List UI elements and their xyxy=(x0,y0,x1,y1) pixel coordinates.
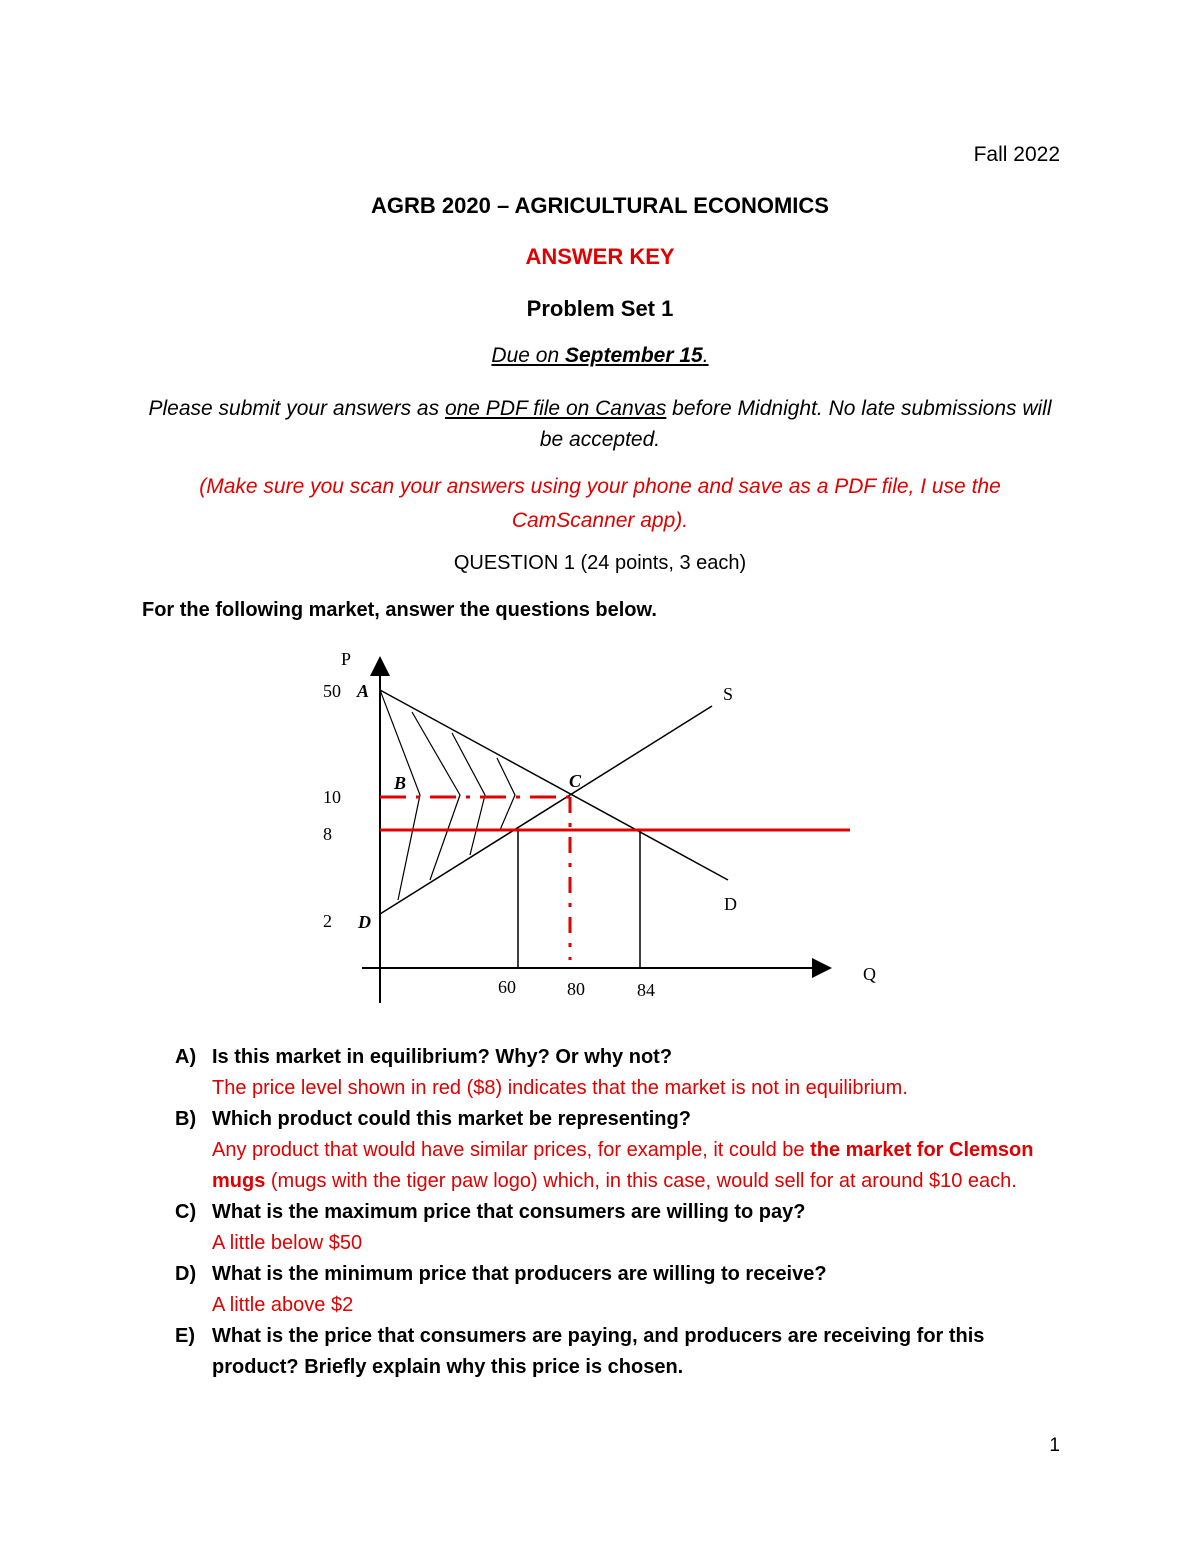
demand-label: D xyxy=(724,894,737,914)
question-letter: D) xyxy=(175,1263,197,1285)
page-number: 1 xyxy=(1049,1435,1060,1456)
supply-curve xyxy=(380,706,712,914)
term-label: Fall 2022 xyxy=(973,143,1060,166)
point-b-label: B xyxy=(394,773,407,793)
supply-label: S xyxy=(723,684,734,704)
due-prefix: Due on xyxy=(491,344,565,367)
canvas-link-text: one PDF file on Canvas xyxy=(444,397,667,420)
question-item xyxy=(175,1042,1055,1104)
answer-post: (mugs with the tiger paw logo) which, in this case, would sell for at around $10 each. xyxy=(265,1170,1017,1192)
answer-key-label: ANSWER KEY xyxy=(525,244,675,269)
x-tick-84: 84 xyxy=(637,980,655,1000)
question-letter: E) xyxy=(175,1325,195,1347)
question-item xyxy=(175,1321,1055,1383)
course-title: AGRB 2020 – AGRICULTURAL ECONOMICS xyxy=(371,193,829,218)
point-c-label: C xyxy=(569,771,582,791)
answer-pre: Any product that would have similar prices, for example, it could be xyxy=(212,1139,811,1161)
question-list xyxy=(175,1042,1055,1383)
answer-text: A little below $50 xyxy=(212,1232,363,1254)
demand-curve xyxy=(380,690,728,880)
question-item xyxy=(175,1197,1055,1259)
y-tick-8: 8 xyxy=(323,824,332,844)
point-d-label: D xyxy=(358,912,371,932)
point-a-label: A xyxy=(357,681,370,701)
market-graph xyxy=(0,640,1200,1020)
question-letter: A) xyxy=(175,1046,197,1068)
due-suffix: . xyxy=(702,344,709,367)
axis-q-label: Q xyxy=(863,964,876,984)
x-tick-60: 60 xyxy=(498,977,516,997)
answer-text xyxy=(212,1135,1055,1197)
instructions-part2: before Midnight. No late submissions will be accepted. xyxy=(539,397,1052,451)
question-letter: B) xyxy=(175,1108,197,1130)
answer-bold: the market for Clemson mugs xyxy=(212,1139,1034,1192)
y-tick-50: 50 xyxy=(323,681,341,701)
question-heading: QUESTION 1 (24 points, 3 each) xyxy=(453,552,747,574)
answer-text: A little above $2 xyxy=(212,1294,354,1316)
question-item xyxy=(175,1104,1055,1197)
question-text: Is this market in equilibrium? Why? Or why not? xyxy=(212,1046,673,1068)
question-item xyxy=(175,1259,1055,1321)
due-date: September 15 xyxy=(564,344,703,367)
question-letter: C) xyxy=(175,1201,197,1223)
scan-note: (Make sure you scan your answers using your phone and save as a PDF file, I use the CamScanner app). xyxy=(199,475,1001,532)
question-text: Which product could this market be representing? xyxy=(212,1108,691,1130)
question-text: What is the minimum price that producers are willing to receive? xyxy=(212,1263,827,1285)
instructions-part1: Please submit your answers as xyxy=(148,397,445,420)
hatching xyxy=(380,690,515,900)
question-text: What is the price that consumers are paying, and producers are receiving for this product? Briefly explain why this price is chosen. xyxy=(212,1325,985,1378)
y-tick-2: 2 xyxy=(323,911,332,931)
y-tick-10: 10 xyxy=(323,787,341,807)
answer-text: The price level shown in red ($8) indicates that the market is not in equilibrium. xyxy=(212,1077,908,1099)
axis-p-label: P xyxy=(341,649,352,669)
x-tick-80: 80 xyxy=(567,979,585,999)
question-text: What is the maximum price that consumers are willing to pay? xyxy=(212,1201,806,1223)
submission-instructions xyxy=(140,393,1060,455)
question-intro: For the following market, answer the questions below. xyxy=(142,599,657,621)
problem-set-title: Problem Set 1 xyxy=(526,296,674,321)
due-date-line xyxy=(0,344,1200,368)
